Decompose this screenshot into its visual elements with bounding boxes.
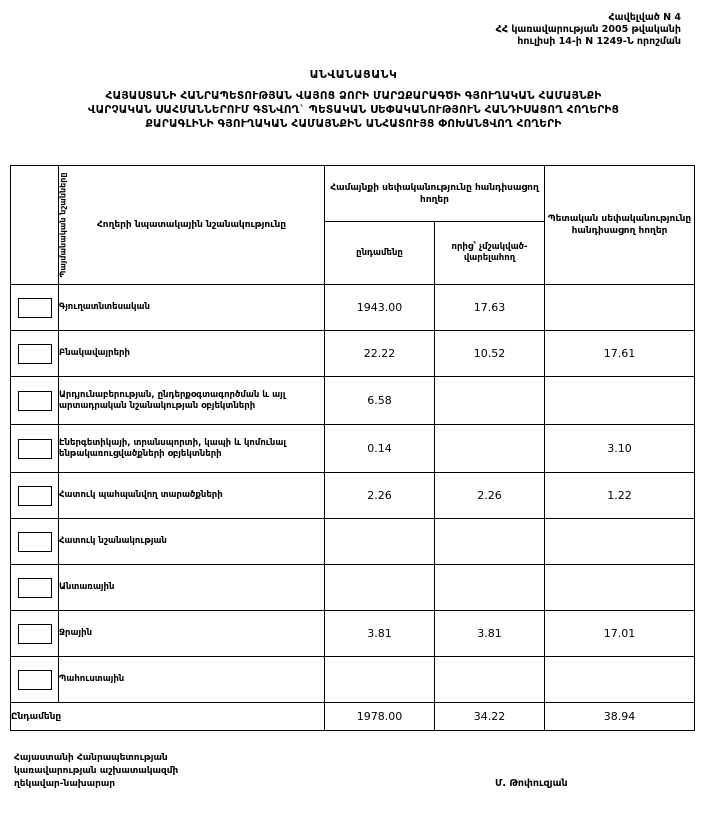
legend-swatch (18, 486, 52, 506)
legend-swatch (18, 344, 52, 364)
signature-name: Մ. Թոփուզյան (495, 778, 568, 789)
row-mark-cell (11, 565, 59, 611)
row-mark-cell (11, 331, 59, 377)
row-mark-cell (11, 611, 59, 657)
signature-line-2: կառավարության աշխատակազմի (14, 766, 179, 776)
row-part (435, 657, 545, 703)
legend-swatch (18, 532, 52, 552)
row-part: 2.26 (435, 473, 545, 519)
header-line-1: Հավելված N 4 (608, 12, 681, 23)
total-label: Ընդամենը (11, 703, 325, 731)
total-total: 1978.00 (325, 703, 435, 731)
row-mark-cell (11, 519, 59, 565)
row-state: 3.10 (545, 425, 695, 473)
row-name: Արդյունաբերության, ընդերքօգտագործման և այլ արտադրական նշանակության օբյեկտների (59, 377, 325, 425)
row-state: 17.01 (545, 611, 695, 657)
table-row (11, 473, 695, 519)
table-header-row-1 (11, 166, 695, 222)
row-total (325, 657, 435, 703)
title-block (0, 68, 707, 131)
table-total-row (11, 703, 695, 731)
row-total: 2.26 (325, 473, 435, 519)
page-title: ԱՆՎԱՆԱՑԱՆԿ (309, 68, 398, 81)
table-row (11, 657, 695, 703)
row-name: Անտառային (59, 565, 325, 611)
col-header-mark (11, 166, 68, 285)
legend-swatch (18, 439, 52, 459)
row-state (545, 519, 695, 565)
row-state: 1.22 (545, 473, 695, 519)
table-row (11, 611, 695, 657)
header-line-3: հուլիսի 14-ի N 1249-Ն որոշման (517, 36, 681, 47)
row-total: 0.14 (325, 425, 435, 473)
row-mark-cell (11, 285, 59, 331)
table-row (11, 285, 695, 331)
col-header-name: Հողերի նպատակային նշանակությունը (59, 166, 325, 285)
row-state (545, 377, 695, 425)
signature-line-3: ղեկավար-նախարար (14, 779, 116, 789)
table-row (11, 377, 695, 425)
row-name: Հատուկ պահպանվող տարածքների (59, 473, 325, 519)
row-part (435, 565, 545, 611)
row-total: 6.58 (325, 377, 435, 425)
land-table-wrapper (10, 165, 694, 731)
row-total (325, 565, 435, 611)
col-header-group: Համայնքի սեփականությունը հանդիսացող հողեր (325, 166, 545, 222)
row-total (325, 519, 435, 565)
row-total: 1943.00 (325, 285, 435, 331)
total-part: 34.22 (435, 703, 545, 731)
header-line-2: ՀՀ կառավարության 2005 թվականի (495, 24, 681, 35)
col-header-group-part: որից՝ չմշակված-վարելահող (435, 222, 545, 285)
row-part (435, 519, 545, 565)
row-mark-cell (11, 657, 59, 703)
row-state (545, 657, 695, 703)
row-part (435, 377, 545, 425)
row-state (545, 285, 695, 331)
legend-swatch (18, 670, 52, 690)
table-row (11, 425, 695, 473)
title-subline-1: ՀԱՅԱՍՏԱՆԻ ՀԱՆՐԱՊԵՏՈՒԹՅԱՆ ՎԱՅՈՑ ՁՈՐԻ ՄԱՐԶՔԱՐԱԳԾԻ ԳՅՈՒՂԱԿԱՆ ՀԱՄԱՅՆՔԻ (105, 90, 602, 102)
row-part: 3.81 (435, 611, 545, 657)
row-total: 3.81 (325, 611, 435, 657)
legend-swatch (18, 578, 52, 598)
row-part: 10.52 (435, 331, 545, 377)
row-part: 17.63 (435, 285, 545, 331)
legend-swatch (18, 391, 52, 411)
signature-line-1: Հայաստանի Հանրապետության (14, 753, 168, 763)
row-part (435, 425, 545, 473)
land-table (10, 165, 695, 731)
col-header-mark-label: Պայմանական նշանները (58, 172, 68, 278)
row-name: Էներգետիկայի, տրանսպորտի, կապի և կոմունալ ենթակառուցվածքների օբյեկտների (59, 425, 325, 473)
legend-swatch (18, 624, 52, 644)
row-state (545, 565, 695, 611)
signature-block (14, 752, 178, 791)
table-body (11, 285, 695, 731)
document-header (496, 12, 681, 48)
title-subline-2: ՎԱՐՉԱԿԱՆ ՍԱՀՄԱՆՆԵՐՈՒՄ ԳՏՆՎՈՂ` ՊԵՏԱԿԱՆ ՍԵՓԱԿԱՆՈՒԹՅՈՒՆ ՀԱՆԴԻՍԱՑՈՂ ՀՈՂԵՐԻՑ (87, 104, 620, 116)
title-subline-3: ՔԱՐԱԳԼԻՆԻ ԳՅՈՒՂԱԿԱՆ ՀԱՄԱՅՆՔԻՆ ԱՆՀԱՏՈՒՅՑ ՓՈԽԱՆՑՎՈՂ ՀՈՂԵՐԻ (145, 118, 562, 130)
row-mark-cell (11, 377, 59, 425)
legend-swatch (18, 298, 52, 318)
total-state: 38.94 (545, 703, 695, 731)
row-total: 22.22 (325, 331, 435, 377)
table-row (11, 565, 695, 611)
col-header-state: Պետական սեփականությունը հանդիսացող հողեր (545, 166, 695, 285)
row-name: Ջրային (59, 611, 325, 657)
table-row (11, 331, 695, 377)
row-state: 17.61 (545, 331, 695, 377)
row-name: Պահուստային (59, 657, 325, 703)
row-name: Գյուղատնտեսական (59, 285, 325, 331)
table-head (11, 166, 695, 285)
col-header-group-total: ընդամենը (325, 222, 435, 285)
row-name: Բնակավայրերի (59, 331, 325, 377)
row-mark-cell (11, 425, 59, 473)
row-name: Հատուկ նշանակության (59, 519, 325, 565)
table-row (11, 519, 695, 565)
row-mark-cell (11, 473, 59, 519)
